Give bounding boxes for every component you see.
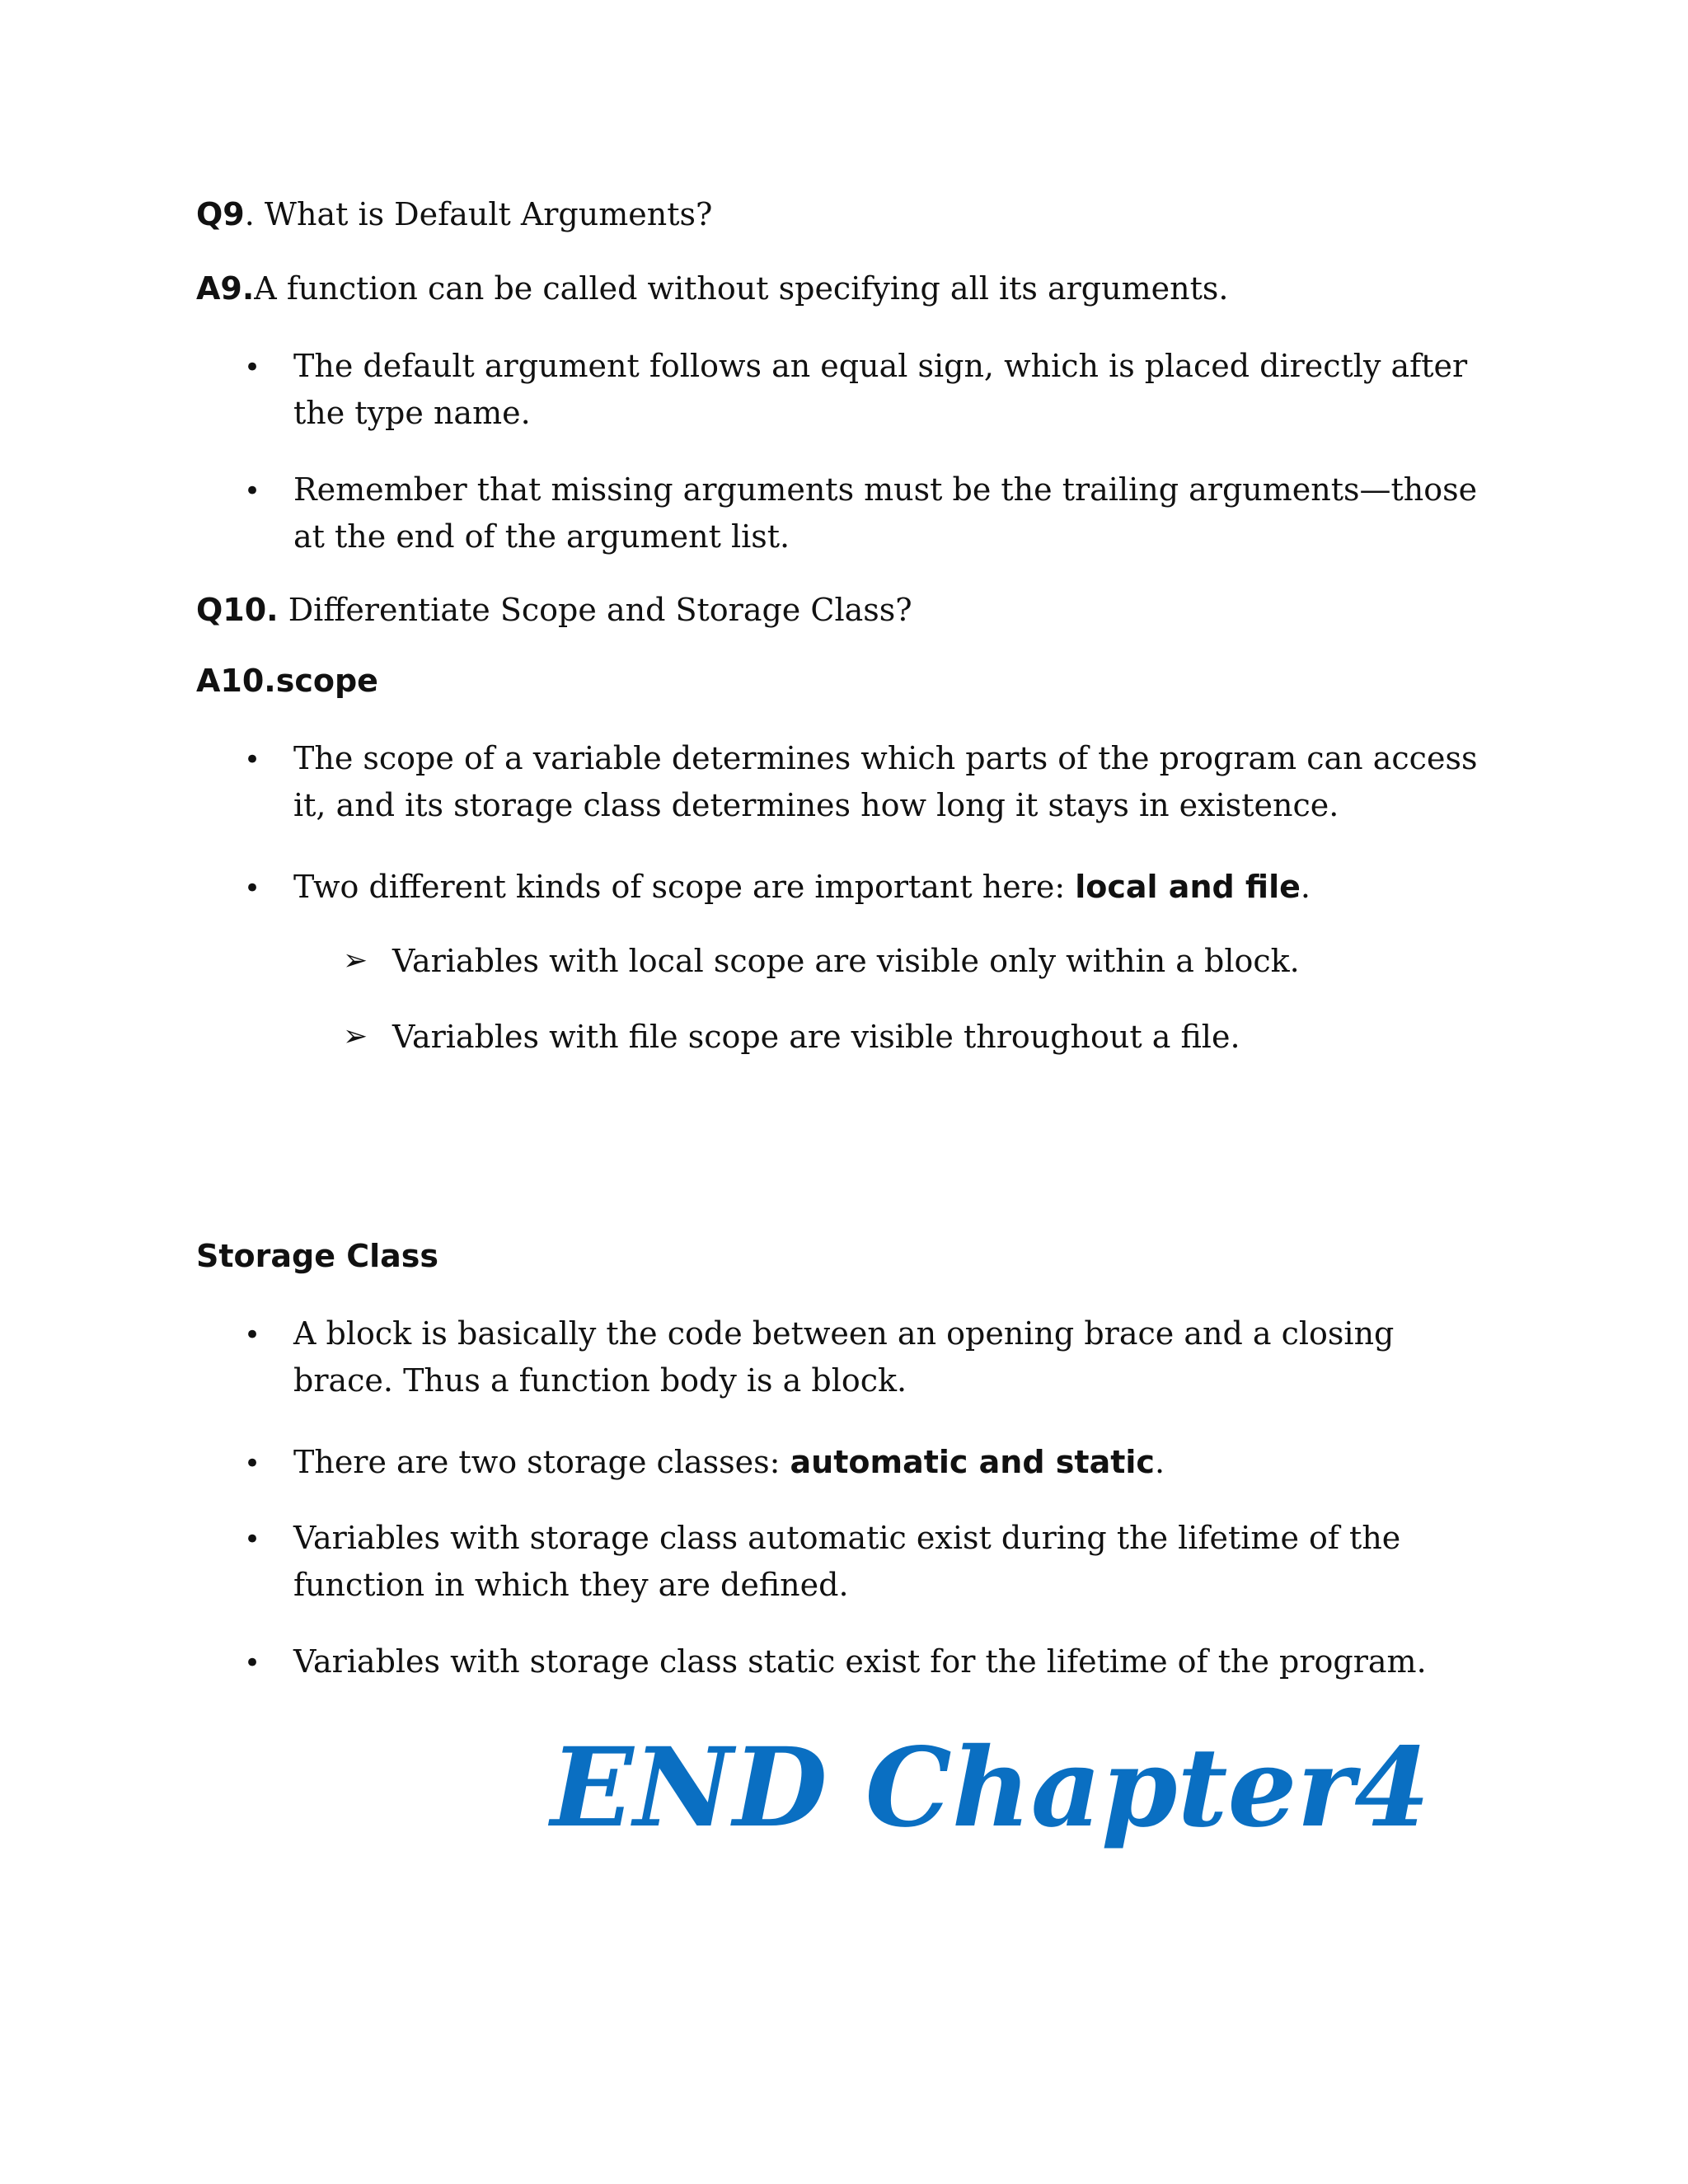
question-9-label: Q9 [196,196,245,232]
storage-bullet-2-text: There are two storage classes: [293,1444,790,1480]
storage-bullet-4: Variables with storage class static exist for the lifetime of the program. [293,1643,1427,1680]
question-9-text: . What is Default Arguments? [244,196,713,232]
end-chapter-title: END Chapter4 [551,1724,1430,1852]
arrow-bullet-icon: ➢ [343,944,368,977]
answer-9 [196,269,1228,308]
answer-10-bullet-2-text: Two different kinds of scope are important here: [293,869,1076,905]
answer-10-label: A10.scope [196,663,378,699]
bullet-dot-icon: • [244,1447,261,1480]
question-9 [196,194,712,234]
answer-10-subitem-2: Variables with file scope are visible throughout a file. [392,1019,1240,1055]
bullet-dot-icon: • [244,1523,261,1556]
answer-9-bullet-2: Remember that missing arguments must be the trailing arguments—those at the end of the argument list. [293,471,1478,555]
answer-10-bullet-2-bold: local and file [1075,869,1301,905]
question-10 [196,590,912,630]
storage-class-heading: Storage Class [196,1238,439,1274]
bullet-dot-icon: • [244,351,261,384]
storage-bullet-1: A block is basically the code between an opening brace and a closing brace. Thus a function body is a block. [293,1315,1395,1399]
answer-9-text: A function can be called without specifying all its arguments. [254,270,1229,307]
bullet-dot-icon: • [244,743,261,776]
arrow-bullet-icon: ➢ [343,1019,368,1053]
answer-10-bullet-2 [293,864,1489,911]
answer-9-label: A9. [196,270,255,307]
storage-bullet-2 [293,1439,1489,1486]
answer-10-subitem-1: Variables with local scope are visible only within a block. [392,943,1300,979]
storage-bullet-2-end: . [1154,1444,1165,1480]
bullet-dot-icon: • [244,872,261,905]
question-10-text: Differentiate Scope and Storage Class? [278,592,912,628]
answer-10-bullet-2-end: . [1300,869,1311,905]
question-10-label: Q10. [196,592,279,628]
storage-bullet-3: Variables with storage class automatic exist during the lifetime of the function in which they are defined. [293,1520,1401,1603]
bullet-dot-icon: • [244,1647,261,1680]
answer-10-bullet-1: The scope of a variable determines which parts of the program can access it, and its storage class determines how long it stays in existence. [293,740,1478,823]
answer-9-bullet-1: The default argument follows an equal sign, which is placed directly after the type name. [293,348,1468,431]
storage-bullet-2-bold: automatic and static [790,1444,1155,1480]
bullet-dot-icon: • [244,1319,261,1352]
bullet-dot-icon: • [244,475,261,508]
